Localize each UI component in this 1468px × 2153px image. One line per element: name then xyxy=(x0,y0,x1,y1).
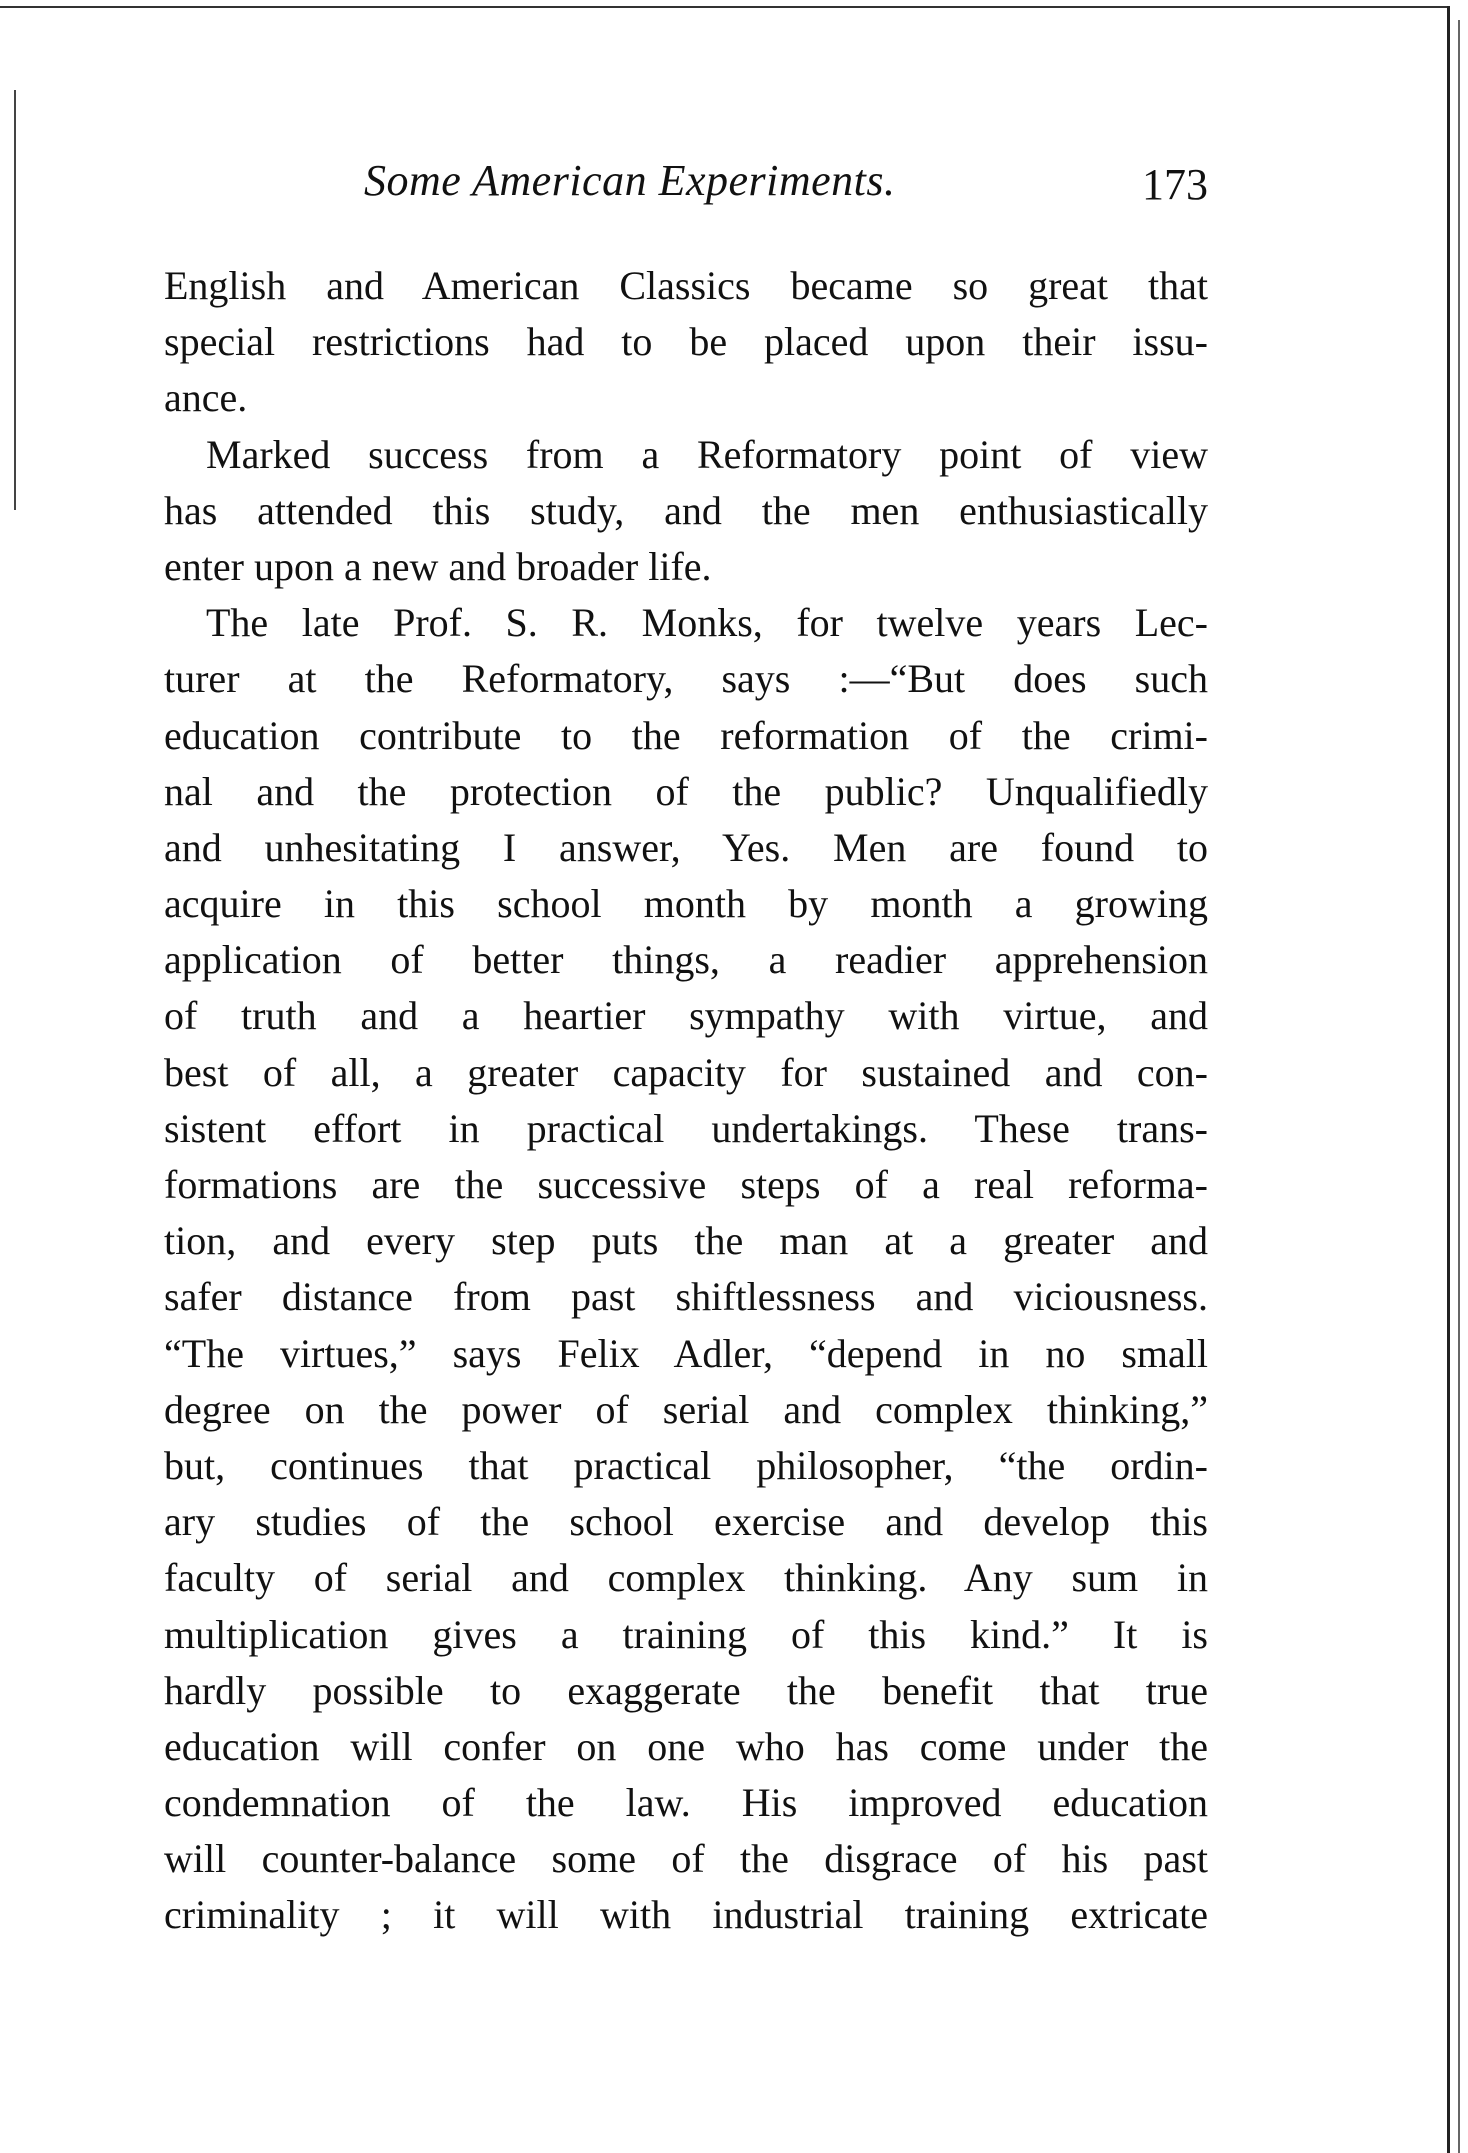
text-line: multiplication gives a training of this kind.” It is xyxy=(164,1611,1208,1657)
text-line: formations are the successive steps of a real reforma- xyxy=(164,1162,1208,1207)
text-line: of truth and a heartier sympathy with virtue, and xyxy=(164,993,1208,1039)
running-title: Some American Experiments. xyxy=(364,156,896,205)
text-line: faculty of serial and complex thinking. Any sum in xyxy=(164,1555,1208,1601)
page-number: 173 xyxy=(1142,160,1208,209)
text-line: hardly possible to exaggerate the benefit that true xyxy=(164,1667,1208,1713)
text-line: condemnation of the law. His improved education xyxy=(164,1780,1208,1826)
text-line: degree on the power of serial and complex thinking,” xyxy=(164,1386,1208,1432)
page-edge-right-inner xyxy=(1458,20,1460,2153)
text-line: will counter-balance some of the disgrace of his past xyxy=(164,1836,1208,1882)
text-line: acquire in this school month by month a growing xyxy=(164,881,1208,927)
text-line: “The virtues,” says Felix Adler, “depend in no small xyxy=(164,1330,1208,1376)
text-line: The late Prof. S. R. Monks, for twelve years Lec- xyxy=(206,600,1208,646)
page-edge-top xyxy=(0,6,1448,8)
page-edge-left xyxy=(14,90,16,510)
text-line: and unhesitating I answer, Yes. Men are found to xyxy=(164,824,1208,870)
page-edge-right xyxy=(1447,6,1450,2153)
text-line: best of all, a greater capacity for sustained and con- xyxy=(164,1049,1208,1095)
text-line: sistent effort in practical undertakings. These trans- xyxy=(164,1105,1208,1151)
text-line: enter upon a new and broader life. xyxy=(164,543,712,589)
body-text xyxy=(164,258,1208,1944)
text-line: ance. xyxy=(164,375,248,421)
text-line: education contribute to the reformation of the crimi- xyxy=(164,712,1208,758)
page-header xyxy=(164,155,1208,215)
text-line: education will confer on one who has come under the xyxy=(164,1723,1208,1769)
text-line: nal and the protection of the public? Unqualifiedly xyxy=(164,768,1208,814)
text-line: ary studies of the school exercise and develop this xyxy=(164,1499,1208,1545)
text-line: special restrictions had to be placed upon their issu- xyxy=(164,319,1208,365)
text-line: turer at the Reformatory, says :—“But does such xyxy=(164,656,1208,702)
text-line: tion, and every step puts the man at a greater and xyxy=(164,1218,1208,1264)
text-line: has attended this study, and the men enthusiastically xyxy=(164,487,1208,533)
text-line: Marked success from a Reformatory point of view xyxy=(206,431,1208,477)
text-line: safer distance from past shiftlessness and viciousness. xyxy=(164,1274,1208,1320)
text-line: criminality ; it will with industrial training extricate xyxy=(164,1892,1208,1938)
text-line: but, continues that practical philosopher, “the ordin- xyxy=(164,1442,1208,1488)
text-line: English and American Classics became so great that xyxy=(164,263,1208,308)
text-line: application of better things, a readier apprehension xyxy=(164,937,1208,983)
